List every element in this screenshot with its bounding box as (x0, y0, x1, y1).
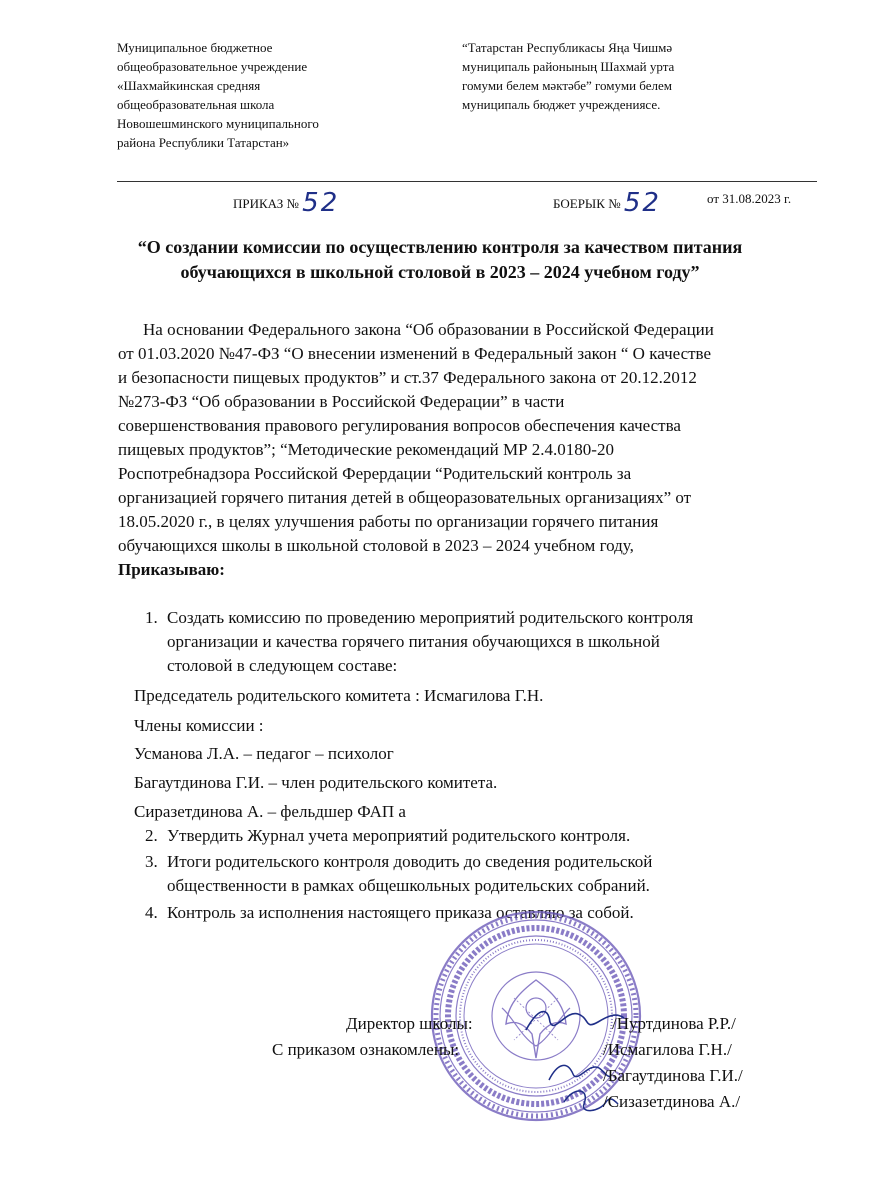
prikaz-number-handwritten: 52 (302, 188, 340, 218)
preamble-line: пищевых продуктов”; “Методические рекомендаций МР 2.4.0180-20 (118, 440, 614, 459)
item-2-text (167, 824, 630, 848)
header-right-line: муниципаль районының Шахмай урта (462, 59, 675, 74)
boerik-number-line (553, 188, 661, 218)
header-left-line: района Республики Татарстан» (117, 135, 290, 150)
signatory-name: /Исмагилова Г.Н./ (603, 1040, 732, 1059)
prikaz-number-line (233, 188, 339, 218)
header-left-russian (117, 38, 319, 152)
header-left-line: «Шахмайкинская средняя (117, 78, 261, 93)
header-left-line: общеобразовательное учреждение (117, 59, 308, 74)
item-1-line: организации и качества горячего питания обучающихся в школьной (167, 632, 660, 651)
header-left-line: Новошешминского муниципального (117, 116, 319, 131)
director-label: Директор школы: (346, 1014, 473, 1033)
header-right-line: гомуми белем мәктәбе” гомуми белем (462, 78, 672, 93)
item-1-text (167, 606, 693, 678)
header-right-line: муниципаль бюджет учреждениясе. (462, 97, 661, 112)
header-left-line: Муниципальное бюджетное (117, 40, 273, 55)
header-right-tatar (462, 38, 674, 114)
preamble-body (118, 342, 711, 582)
acquainted-label: С приказом ознакомлены: (272, 1040, 460, 1059)
preamble-line: №273-ФЗ “Об образовании в Российской Федерации” в части (118, 392, 565, 411)
header-right-line: “Татарстан Республикасы Яңа Чишмә (462, 40, 673, 55)
item-3-text (167, 850, 652, 898)
title-line: “О создании комиссии по осуществлению контроля за качеством питания (137, 237, 743, 257)
preamble-line: и безопасности пищевых продуктов” и ст.37 Федерального закона от 20.12.2012 (118, 368, 697, 387)
preamble-line: совершенствования правового регулирования вопросов обеспечения качества (118, 416, 681, 435)
signatory-name: /Багаутдинова Г.И./ (603, 1066, 743, 1085)
item-2-line: Утвердить Журнал учета мероприятий родительского контроля. (167, 826, 631, 845)
boerik-number-handwritten: 52 (623, 188, 661, 218)
document-title (100, 235, 780, 285)
item-2-number: 2. (145, 826, 158, 845)
commission-members-label: Члены комиссии : (134, 716, 264, 735)
commission-member: Сиразетдинова А. – фельдшер ФАП а (134, 802, 406, 821)
item-4-number: 4. (145, 903, 158, 922)
preamble-line: обучающихся школы в школьной столовой в 2023 – 2024 учебном году, (118, 536, 634, 555)
preamble-line: от 01.03.2020 №47-ФЗ “О внесении изменений в Федеральный закон “ О качестве (118, 344, 712, 363)
preamble-line: организацией горячего питания детей в общеоразовательных организациях” от (118, 488, 692, 507)
item-1-line: Создать комиссию по проведению мероприятий родительского контроля (167, 608, 694, 627)
boerik-label: БОЕРЫК № (553, 196, 621, 211)
item-1-line: столовой в следующем составе: (167, 656, 398, 675)
item-1-number: 1. (145, 608, 158, 627)
decree-word: Приказываю: (118, 560, 225, 579)
preamble-line: На основании Федерального закона “Об образовании в Российской Федерации (143, 320, 714, 339)
title-line: обучающихся в школьной столовой в 2023 – 2024 учебном году” (180, 262, 700, 282)
signatory-name: /Сизазетдинова А./ (603, 1092, 741, 1111)
commission-member: Багаутдинова Г.И. – член родительского комитета. (134, 773, 498, 792)
item-3-line: Итоги родительского контроля доводить до сведения родительской (167, 852, 653, 871)
prikaz-label: ПРИКАЗ № (233, 196, 299, 211)
commission-member: Усманова Л.А. – педагог – психолог (134, 744, 394, 763)
item-3-number: 3. (145, 852, 158, 871)
preamble-line: Роспотребнадзора Российской Ферердации “Родительский контроль за (118, 464, 632, 483)
header-left-line: общеобразовательная школа (117, 97, 275, 112)
preamble-line: 18.05.2020 г., в целях улучшения работы по организации горячего питания (118, 512, 659, 531)
signatory-name: /Нуртдинова Р.Р./ (612, 1014, 736, 1033)
order-date: от 31.08.2023 г. (707, 191, 792, 206)
header-divider (117, 181, 817, 182)
item-4-line: Контроль за исполнения настоящего приказа оставляю за собой. (167, 903, 634, 922)
item-3-line: общественности в рамках общешкольных родительских собраний. (167, 876, 650, 895)
commission-chair: Председатель родительского комитета : Исмагилова Г.Н. (134, 686, 544, 705)
